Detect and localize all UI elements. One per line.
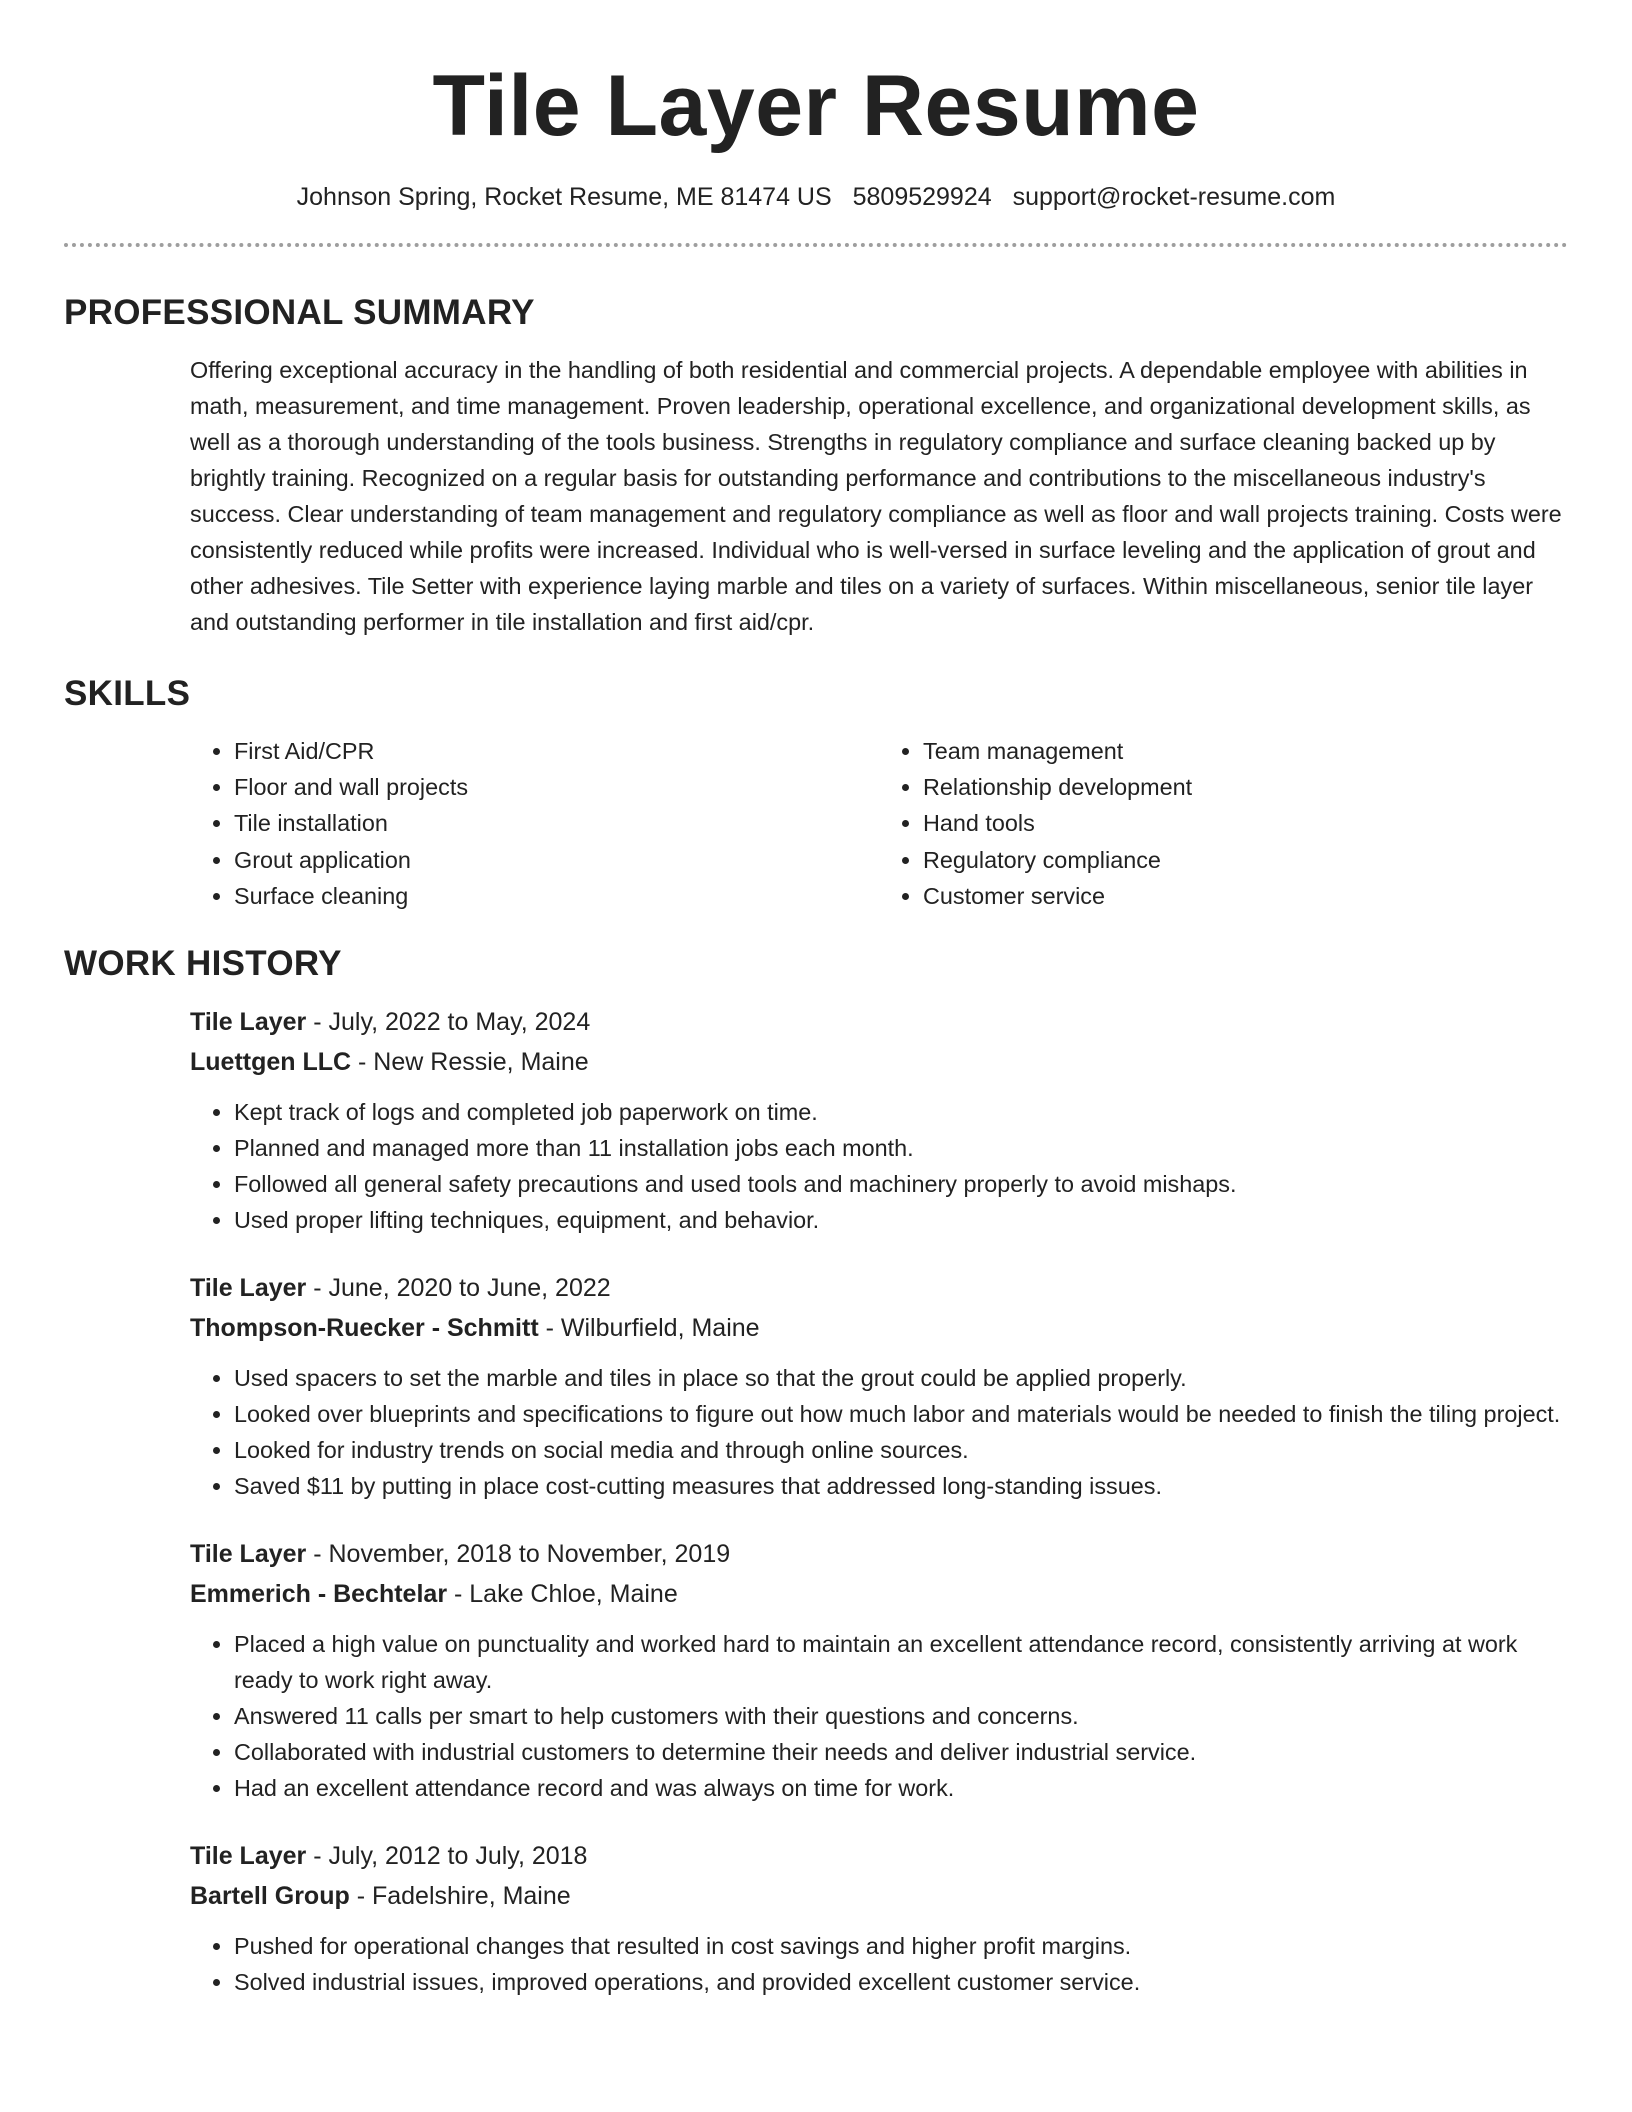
job-location: - Wilburfield, Maine bbox=[538, 1314, 760, 1343]
job-title-line bbox=[190, 1268, 1568, 1308]
contact-phone: 5809529924 bbox=[852, 183, 992, 211]
job-company: Bartell Group bbox=[190, 1882, 350, 1911]
job-title: Tile Layer bbox=[190, 1008, 307, 1037]
contact-address: Johnson Spring, Rocket Resume, ME 81474 US bbox=[296, 183, 832, 211]
job-bullets bbox=[190, 1360, 1568, 1504]
job-bullet: • Solved industrial issues, improved operations, and provided excellent customer service. bbox=[234, 1964, 1568, 2000]
job-bullet: • Used proper lifting techniques, equipment, and behavior. bbox=[234, 1202, 1568, 1238]
job-bullets bbox=[190, 1094, 1568, 1238]
job-company-line bbox=[190, 1308, 1568, 1348]
job-company: Emmerich - Bechtelar bbox=[190, 1580, 448, 1609]
skill-item: • Floor and wall projects bbox=[234, 769, 879, 805]
skills-list-right bbox=[879, 733, 1568, 914]
job-location: - Lake Chloe, Maine bbox=[447, 1580, 678, 1609]
job-entry bbox=[64, 1534, 1568, 1806]
job-company-line bbox=[190, 1574, 1568, 1614]
job-bullet: • Kept track of logs and completed job paperwork on time. bbox=[234, 1094, 1568, 1130]
contact-email: support@rocket-resume.com bbox=[1012, 183, 1336, 211]
summary-text: Offering exceptional accuracy in the handling of both residential and commercial projects. A dependable employee with abilities in math, measurement, and time management. Proven leadership, operational excellence, and organizational development skills, as well as a thorough understanding of the tools business. Strengths in regulatory compliance and surface cleaning backed up by brightly training. Recognized on a regular basis for outstanding performance and contributions to the miscellaneous industry's success. Clear understanding of team management and regulatory compliance as well as floor and wall projects training. Costs were consistently reduced while profits were increased. Individual who is well-versed in surface leveling and the application of grout and other adhesives. Tile Setter with experience laying marble and tiles on a variety of surfaces. Within miscellaneous, senior tile layer and outstanding performer in tile installation and first aid/cpr. bbox=[190, 357, 1562, 635]
job-dates: - July, 2022 to May, 2024 bbox=[306, 1008, 591, 1037]
summary-heading: PROFESSIONAL SUMMARY bbox=[64, 293, 535, 332]
skills-list-left bbox=[190, 733, 879, 914]
job-entry bbox=[64, 1268, 1568, 1504]
job-company: Luettgen LLC bbox=[190, 1048, 352, 1077]
skill-item: • Tile installation bbox=[234, 805, 879, 841]
job-bullet: • Planned and managed more than 11 installation jobs each month. bbox=[234, 1130, 1568, 1166]
job-bullet: • Used spacers to set the marble and tiles in place so that the grout could be applied properly. bbox=[234, 1360, 1568, 1396]
skill-item: • Regulatory compliance bbox=[923, 842, 1568, 878]
job-bullet: • Looked for industry trends on social media and through online sources. bbox=[234, 1432, 1568, 1468]
job-entry bbox=[64, 1002, 1568, 1238]
job-title: Tile Layer bbox=[190, 1274, 307, 1303]
job-bullets bbox=[190, 1928, 1568, 2000]
summary-block bbox=[64, 352, 1568, 640]
skill-item: • Customer service bbox=[923, 878, 1568, 914]
skill-item: • Surface cleaning bbox=[234, 878, 879, 914]
skills-heading: SKILLS bbox=[64, 674, 191, 713]
job-dates: - June, 2020 to June, 2022 bbox=[306, 1274, 611, 1303]
skills-grid bbox=[64, 733, 1568, 914]
job-location: - New Ressie, Maine bbox=[351, 1048, 589, 1077]
skill-item: • Grout application bbox=[234, 842, 879, 878]
job-entry bbox=[64, 1836, 1568, 2000]
skill-item: • Hand tools bbox=[923, 805, 1568, 841]
job-company: Thompson-Ruecker - Schmitt bbox=[190, 1314, 539, 1343]
resume-title: Tile Layer Resume bbox=[432, 58, 1200, 154]
job-dates: - July, 2012 to July, 2018 bbox=[306, 1842, 588, 1871]
job-bullet: • Pushed for operational changes that resulted in cost savings and higher profit margins. bbox=[234, 1928, 1568, 1964]
job-location: - Fadelshire, Maine bbox=[349, 1882, 571, 1911]
job-title-line bbox=[190, 1836, 1568, 1876]
job-bullets bbox=[190, 1626, 1568, 1806]
job-bullet: • Saved $11 by putting in place cost-cutting measures that addressed long-standing issues. bbox=[234, 1468, 1568, 1504]
job-bullet: • Collaborated with industrial customers to determine their needs and deliver industrial service. bbox=[234, 1734, 1568, 1770]
job-dates: - November, 2018 to November, 2019 bbox=[306, 1540, 731, 1569]
job-bullet: • Looked over blueprints and specifications to figure out how much labor and materials would be needed to finish the tiling project. bbox=[234, 1396, 1568, 1432]
contact-line bbox=[64, 180, 1568, 214]
job-title: Tile Layer bbox=[190, 1540, 307, 1569]
skill-item: • Relationship development bbox=[923, 769, 1568, 805]
job-bullet: • Had an excellent attendance record and was always on time for work. bbox=[234, 1770, 1568, 1806]
skill-item: • Team management bbox=[923, 733, 1568, 769]
header-divider bbox=[64, 243, 1568, 247]
job-bullet: • Followed all general safety precautions and used tools and machinery properly to avoid mishaps. bbox=[234, 1166, 1568, 1202]
job-title-line bbox=[190, 1002, 1568, 1042]
job-company-line bbox=[190, 1042, 1568, 1082]
job-title: Tile Layer bbox=[190, 1842, 307, 1871]
job-company-line bbox=[190, 1876, 1568, 1916]
job-bullet: • Answered 11 calls per smart to help customers with their questions and concerns. bbox=[234, 1698, 1568, 1734]
job-title-line bbox=[190, 1534, 1568, 1574]
job-bullet: • Placed a high value on punctuality and worked hard to maintain an excellent attendance record, consistently arriving at work ready to work right away. bbox=[234, 1626, 1568, 1698]
skill-item: • First Aid/CPR bbox=[234, 733, 879, 769]
work-heading: WORK HISTORY bbox=[64, 944, 342, 984]
